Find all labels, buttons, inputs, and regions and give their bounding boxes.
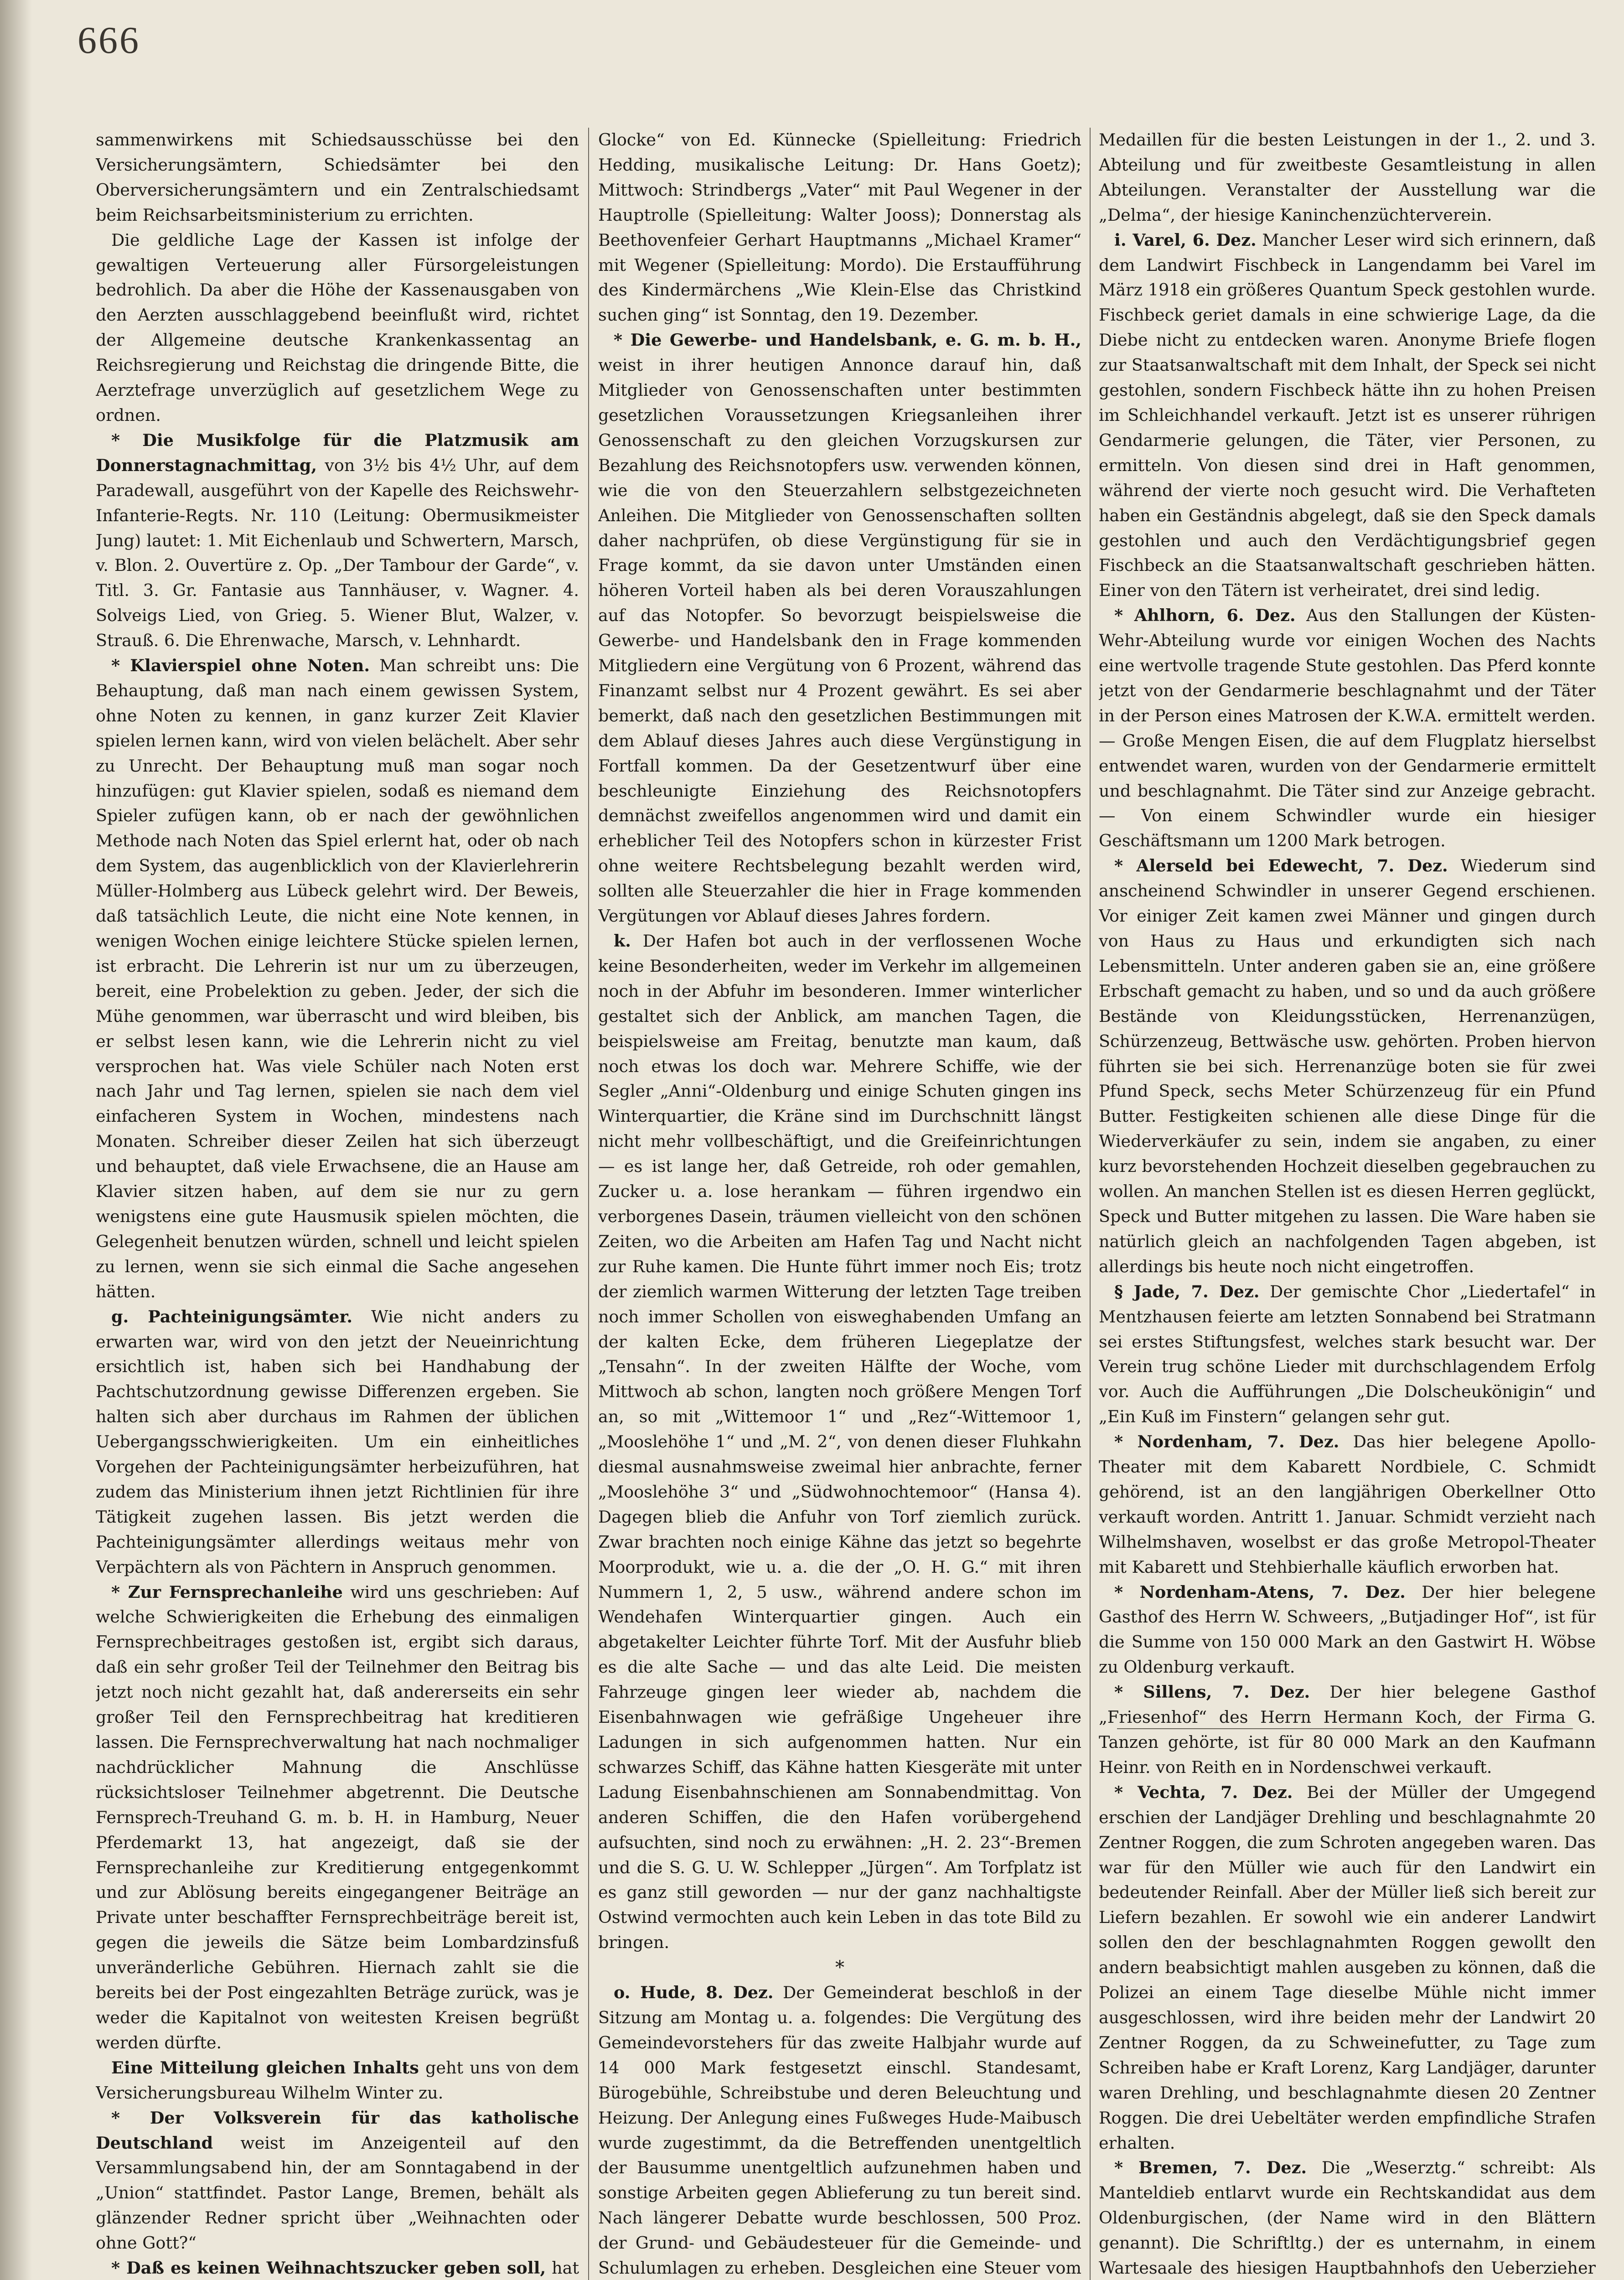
article-paragraph bbox=[96, 1580, 579, 2056]
article-text: von 3½ bis 4½ Uhr, auf dem Paradewall, ausgeführt von der Kapelle des Reichswehr-Infanterie-Regts. Nr. 110 (Leitung: Obermusikmeister Jung) lautet: 1. Mit Eichenlaub und Schwertern, Marsch, v. Blon. 2. Ouvertüre z. Op. „Der Tambour der Garde“, v. Titl. 3. Gr. Fantasie aus Tannhäuser, v. Wagner. 4. Solveigs Lied, von Grieg. 5. Wiener Blut, Walzer, v. Strauß. 6. Die Ehrenwache, Marsch, v. Lehnhardt. bbox=[96, 455, 579, 651]
article-headline: * Bremen, 7. Dez. bbox=[1114, 2158, 1307, 2178]
article-text: weist im Anzeigenteil auf den Versammlungsabend hin, der am Sonntagabend in der „Union“ stattfindet. Pastor Lange, Bremen, behält als glänzender Redner spricht über „Weihnachten oder ohne Gott?“ bbox=[96, 2133, 579, 2253]
article-headline: i. Varel, 6. Dez. bbox=[1114, 230, 1257, 250]
article-text: Das hier belegene Apollo-Theater mit dem Kabarett Nordbiele, C. Schmidt gehörend, ist an den langjährigen Oberkellner Otto verkauft worden. Antritt 1. Januar. Schmidt verzieht nach Wilhelmshaven, woselbst er das große Metropol-Theater mit Kabarett und Stehbierhalle käuflich erworben hat. bbox=[1099, 1432, 1596, 1577]
separator-asterisk: * bbox=[835, 1957, 844, 1979]
article-paragraph bbox=[96, 2056, 579, 2106]
article-text: Der Hafen bot auch in der verflossenen Woche keine Besonderheiten, weder im Verkehr im allgemeinen noch in der Abfuhr im besonderen. Immer winterlicher gestaltet sich der Anblick, am manchen Tagen, die beispielsweise am Freitag, benutzte man kaum, daß noch etwas los doch war. Mehrere Schiffe, wie der Segler „Anni“-Oldenburg und einige Schuten gingen ins Winterquartier, die Kräne sind im Durchschnitt längst nicht mehr vollbeschäftigt, und die Greifeinrichtungen — es ist lange her, daß Getreide, roh oder gemahlen, Zucker u. a. lose herankam — führen irgendwo ein verborgenes Dasein, träumen vielleicht von den schönen Zeiten, wo die Arbeiten am Hafen Tag und Nacht nicht zur Ruhe kamen. Die Hunte führt immer noch Eis; trotz der ziemlich warmen Witterung der letzten Tage treiben noch immer Schollen von eisweghabenden Umfang an der kalten Ecke, dem früheren Liegeplatze der „Tensahn“. In der zweiten Hälfte der Woche, vom Mittwoch ab schon, langten noch größere Mengen Torf an, so mit „Wittemoor 1“ und „Rez“-Wittemoor 1, „Mooslehöhe 1“ und „M. 2“, von denen dieser Fluhkahn diesmal ausnahmsweise zweimal hier anbrachte, ferner „Mooslehöhe 3“ und „Südwohnochtemoor“ (Hansa 4). Dagegen blieb die Anfuhr von Torf ziemlich zurück. Zwar brachten noch einige Kähne das jetzt so begehrte Moorprodukt, wie u. a. die der „O. H. G.“ mit ihren Nummern 1, 2, 5 usw., während andere schon im Wendehafen Winterquartier gingen. Auch ein abgetakelter Leichter führte Torf. Mit der Ausfuhr blieb es die alte Sache — und das alte Leid. Die meisten Fahrzeuge gingen leer wieder ab, nachdem die Eisenbahnwagen wie gefräßige Ungeheuer ihre Ladungen in sich aufgenommen hatten. Nur ein schwarzes Schiff, das Kähne hatten Kiesgeräte mit unter Ladung Eisenbahnschienen am Sonnabendmittag. Von anderen Schiffen, die den Hafen vorübergehend aufsuchten, sind noch zu erwähnen: „H. 2. 23“-Bremen und die S. G. U. W. Schlepper „Jürgen“. Am Torfplatz ist es ganz still geworden — nur der ganz nachhaltigste Ostwind vermochten auch kein Leben in das tote Bild zu bringen. bbox=[598, 931, 1081, 1953]
page-number: 666 bbox=[78, 19, 140, 62]
article-text: Wie nicht anders zu erwarten war, wird von den jetzt der Neueinrichtung ersichtlich ist, haben sich bei Handhabung der Pachtschutzordnung gewisse Differenzen ergeben. Sie halten sich aber durchaus im Rahmen der üblichen Uebergangsschwierigkeiten. Um ein einheitliches Vorgehen der Pachteinigungsämter herbeizuführen, hat zudem das Ministerium ihnen jetzt Richtlinien für ihre Tätigkeit zugehen lassen. Bis jetzt werden die Pachteinigungsämter allerdings weitaus mehr von Verpächtern als von Pächtern in Anspruch genommen. bbox=[96, 1306, 579, 1577]
article-headline: g. Pachteinigungsämter. bbox=[111, 1306, 353, 1327]
column-divider-2 bbox=[1090, 128, 1091, 2280]
article-text: geht uns von dem Versicherungsbureau Wilhelm Winter zu. bbox=[96, 2057, 579, 2103]
article-headline: * Nordenham-Atens, 7. Dez. bbox=[1114, 1582, 1406, 1602]
article-headline: * Klavierspiel ohne Noten. bbox=[111, 656, 370, 676]
article-text: Der hier belegene Gasthof des Herrn W. Schweers, „Butjadinger Hof“, ist für die Summe von 150 000 Mark an den Gastwirt H. Wöbse zu Oldenburg verkauft. bbox=[1099, 1582, 1596, 1677]
article-headline: * Die Musikfolge für die Platzmusik am Donnerstagnachmittag, bbox=[96, 430, 579, 475]
article-text: Man schreibt uns: Die Behauptung, daß man nach einem gewissen System, ohne Noten zu kennen, in ganz kurzer Zeit Klavier spielen lernen kann, wird von vielen belächelt. Aber sehr zu Unrecht. Der Behauptung muß man sogar noch hinzufügen: gut Klavier spielen, sodaß es niemand dem Spieler zufügen kann, ob er nach der gewöhnlichen Methode nach Noten das Spiel erlernt hat, oder ob nach dem System, das augenblicklich von der Klavierlehrerin Müller-Holmberg aus Lübeck gelehrt wird. Der Beweis, daß tatsächlich Leute, die nicht eine Note kennen, in wenigen Wochen einige leichtere Stücke spielen lernen, ist erbracht. Die Lehrerin ist nur um zu überzeugen, bereit, eine Probelektion zu geben. Jeder, der sich die Mühe genommen, war überrascht und wird bleiben, bis er selbst lesen kann, wie die Lehrerin nicht zu viel versprochen hat. Was viele Schüler nach Noten erst nach Jahr und Tag lernen, spielen sie nach dem viel einfacheren System in Wochen, mindestens nach Monaten. Schreiber dieser Zeilen hat sich überzeugt und behauptet, daß viele Erwachsene, die an Hause am Klavier sitzen haben, auf dem sie nur zu gern wenigstens eine gute Hausmusik spielen möchten, die Gelegenheit benutzen würden, schnell und leicht spielen zu lernen, wenn sie sich einmal die Sache angesehen hätten. bbox=[96, 656, 579, 1301]
article-text: Bei der Müller der Umgegend erschien der Landjäger Drehling und beschlagnahmte 20 Zentner Roggen, die zum Schroten angegeben waren. Das war für den Müller wie auch für den Landwirt ein bedeutender Reinfall. Aber der Müller ließ sich bereit zur Liefern bezahlen. Er sowohl wie ein anderer Landwirt sollen den der beschlagnahmten Roggen gewollt den andern beabsichtigt mahlen ausgeben zu können, daß die Polizei an einem Tage dieselbe Mühle nicht immer ausgeschlossen, wird ihre beiden mehr der Landwirt 20 Zentner Roggen, da zu Schweinefutter, zu Tage zum Schreiben habe er Kraft Lorenz, Karg Landjäger, darunter waren Drehling, und beschlagnahmte diesen 20 Zentner Roggen. Die drei Uebeltäter werden empfindliche Strafen erhalten. bbox=[1099, 1782, 1596, 2153]
article-paragraph bbox=[1099, 2156, 1596, 2280]
article-headline: * Die Gewerbe- und Handelsbank, e. G. m. b. H., bbox=[614, 330, 1081, 350]
article-text: Der hier belegene Gasthof „Friesenhof“ des Herrn Hermann Koch, der Firma G. Tanzen gehörte, ist für 80 000 Mark an den Kaufmann Heinr. von Reith en in Nordenschwei verkauft. bbox=[1099, 1682, 1596, 1777]
article-headline: * Sillens, 7. Dez. bbox=[1114, 1682, 1310, 1702]
article-text: Wiederum sind anscheinend Schwindler in unserer Gegend erschienen. Vor einiger Zeit kamen zwei Männer und gingen durch von Haus zu Haus und erkundigten sich nach Lebensmitteln. Unter anderen gaben sie an, eine größere Erbschaft gemacht zu haben, und so und da auch größere Bestände von Kleidungsstücken, Herrenanzügen, Schürzenzeug, Bettwäsche usw. gehörten. Proben hiervon führten sie bei sich. Herrenanzüge boten sie für zwei Pfund Speck, sechs Meter Schürzenzeug für ein Pfund Butter. Festigkeiten schienen alle diese Dinge für die Wiederverkäufer zu sein, indem sie angaben, zu einer kurz bevorstehenden Hochzeit dieselben gegebrauchen zu wollen. An manchen Stellen ist es diesen Herren geglückt, Speck und Butter mitgehen zu lassen. Die Ware haben sie natürlich gleich an nachfolgenden Tagen abgeben, ist allerdings bis heute noch nicht eingetroffen. bbox=[1099, 856, 1596, 1276]
article-paragraph bbox=[1099, 1680, 1596, 1780]
article-paragraph bbox=[96, 2106, 579, 2256]
article-headline: § Jade, 7. Dez. bbox=[1114, 1281, 1260, 1301]
page-edge-shadow bbox=[0, 0, 32, 2280]
article-paragraph bbox=[1099, 1780, 1596, 2156]
article-paragraph bbox=[1099, 128, 1596, 228]
article-text: sammenwirkens mit Schiedsausschüsse bei den Versicherungsämtern, Schiedsämter bei den Oberversicherungsämtern und ein Zentralschiedsamt beim Reichsarbeitsministerium zu errichten. bbox=[96, 130, 579, 225]
article-headline: * Alerseld bei Edewecht, 7. Dez. bbox=[1114, 856, 1448, 876]
article-headline: * Der Volksverein für das katholische Deutschland bbox=[96, 2108, 579, 2153]
article-headline: * Ahlhorn, 6. Dez. bbox=[1114, 606, 1296, 626]
article-paragraph bbox=[598, 328, 1081, 929]
article-paragraph bbox=[598, 128, 1081, 328]
article-headline: Eine Mitteilung gleichen Inhalts bbox=[111, 2057, 419, 2078]
article-text: Glocke“ von Ed. Künnecke (Spielleitung: Friedrich Hedding, musikalische Leitung: Dr. Hans Goetz); Mittwoch: Strindbergs „Vater“ mit Paul Wegener in der Hauptrolle (Spielleitung: Walter Jooss); Donnerstag als Beethovenfeier Gerhart Hauptmanns „Michael Kramer“ mit Wegener (Spielleitung: Mordo). Die Erstaufführung des Kindermärchens „Wie Klein-Else das Christkind suchen ging“ ist Sonntag, den 19. Dezember. bbox=[598, 130, 1081, 325]
article-text: hat bbox=[552, 2258, 579, 2278]
article-paragraph bbox=[96, 128, 579, 228]
section-separator bbox=[598, 1955, 1081, 1980]
article-headline: k. bbox=[614, 931, 631, 951]
article-paragraph bbox=[96, 428, 579, 653]
article-paragraph bbox=[96, 228, 579, 428]
article-paragraph bbox=[96, 653, 579, 1305]
article-text: Mancher Leser wird sich erinnern, daß dem Landwirt Fischbeck in Langendamm bei Varel im März 1918 ein größeres Quantum Speck gestohlen wurde. Fischbeck geriet damals in eine schwierige Lage, da die Diebe nicht zu entdecken waren. Anonyme Briefe flogen zur Staatsanwaltschaft mit dem Inhalt, der Speck sei nicht gestohlen, sondern Fischbeck hätte ihn zu hohen Preisen im Schleichhandel verkauft. Jetzt ist es unserer rührigen Gendarmerie gelungen, die Täter, vier Personen, zu ermitteln. Von diesen sind drei in Haft genommen, während der vierte noch gesucht wird. Die Verhafteten haben ein Geständnis abgelegt, daß sie den Speck damals gestohlen und auch den Verdächtigungsbrief gegen Fischbeck an die Staatsanwaltschaft geschrieben hätten. Einer von den Tätern ist verheiratet, drei sind ledig. bbox=[1099, 230, 1596, 601]
article-text: Die geldliche Lage der Kassen ist infolge der gewaltigen Verteuerung aller Fürsorgeleistungen bedrohlich. Da aber die Höhe der Kassenausgaben von den Aerzten ausschlaggebend beeinflußt wird, richtet der Allgemeine deutsche Krankenkassentag an Reichsregierung und Reichstag die dringende Bitte, die Aerztefrage unverzüglich auf gesetzlichem Wege zu ordnen. bbox=[96, 230, 579, 425]
article-paragraph bbox=[96, 2256, 579, 2280]
column-1 bbox=[96, 128, 579, 2280]
article-paragraph bbox=[1099, 228, 1596, 604]
article-text: Der Gemeinderat beschloß in der Sitzung am Montag u. a. folgendes: Die Vergütung des Gemeindevorstehers für das zweite Halbjahr wurde auf 14 000 Mark festgesetzt einschl. Standesamt, Bürogebühle, Schreibstube und deren Beleuchtung und Heizung. Der Anlegung eines Fußweges Hude-Maibusch wurde zugestimmt, da die Betreffenden unentgeltlich der Bausumme unentgeltlich aufzunehmen haben und sonstige Arbeiten gegen Ablieferung zu tun bereit sind. Nach längerer Debatte wurde beschlossen, 500 Proz. der Grund- und Gebäudesteuer für die Gemeinde- und Schulumlagen zu erheben. Desgleichen eine Steuer vom bbox=[598, 1983, 1081, 2278]
column-3 bbox=[1099, 128, 1596, 2280]
article-headline: * Nordenham, 7. Dez. bbox=[1114, 1432, 1340, 1452]
column-2 bbox=[598, 128, 1081, 2280]
article-text: Der gemischte Chor „Liedertafel“ in Mentzhausen feierte am letzten Sonnabend bei Stratmann sei erstes Stiftungsfest, welches stark besucht war. Der Verein trug schöne Lieder mit durchschlagendem Erfolg vor. Auch die Aufführungen „Die Dolscheukönigin“ und „Ein Kuß im Finstern“ gelangen sehr gut. bbox=[1099, 1281, 1596, 1427]
article-paragraph bbox=[1099, 854, 1596, 1279]
article-paragraph bbox=[96, 1305, 579, 1580]
column-divider-1 bbox=[588, 128, 589, 2280]
article-text: weist in ihrer heutigen Annonce darauf hin, daß Mitglieder von Genossenschaften unter bestimmten gesetzlichen Voraussetzungen Kriegsanleihen ihrer Genossenschaft zu den gleichen Vorzugskursen zur Bezahlung des Reichsnotopfers usw. verwenden können, wie die von den Steuerzahlern selbstgezeichneten Anleihen. Die Mitglieder von Genossenschaften sollten daher nachprüfen, ob diese Vergünstigung für sie in Frage kommt, da sie davon unter Umständen einen höheren Vorteil haben als bei deren Vorauszahlungen auf das Notopfer. So bevorzugt beispielsweise die Gewerbe- und Handelsbank den in Frage kommenden Mitgliedern eine Vergütung von 6 Prozent, während das Finanzamt selbst nur 4 Prozent gewährt. Es sei aber bemerkt, daß nach den gesetzlichen Bestimmungen mit dem Ablauf dieses Jahres auch diese Vergünstigung in Fortfall kommen. Da der Gesetzentwurf über eine beschleunigte Einziehung des Reichsnotopfers demnächst zweifellos angenommen wird und damit ein erheblicher Teil des Notopfers schon in kürzester Frist ohne weitere Rechtsbelegung bezahlt werden wird, sollten alle Steuerzahler die hier in Frage kommenden Vergütungen vor Ablauf dieses Jahres fordern. bbox=[598, 355, 1081, 926]
article-paragraph bbox=[598, 929, 1081, 1955]
article-paragraph bbox=[1099, 1430, 1596, 1580]
article-text: Die „Weserztg.“ schreibt: Als Manteldieb entlarvt wurde ein Rechtskandidat aus dem Oldenburgischen, (der Name wird in den Blättern genannt). Die Schriftltg.) der es unternahm, in einem Wartesaale des hiesigen Hauptbahnhofs den Ueberzieher bbox=[1099, 2158, 1596, 2278]
article-headline: o. Hude, 8. Dez. bbox=[614, 1983, 774, 2003]
article-text: Medaillen für die besten Leistungen in der 1., 2. und 3. Abteilung und für zweitbeste Gesamtleistung in allen Abteilungen. Veranstalter der Ausstellung war die „Delma“, der hiesige Kaninchenzüchterverein. bbox=[1099, 130, 1596, 225]
article-text: wird uns geschrieben: Auf welche Schwierigkeiten die Erhebung des einmaligen Fernsprechbeitrages gestoßen ist, ergibt sich daraus, daß ein sehr großer Teil der Teilnehmer den Beitrag bis jetzt noch nicht gezahlt hat, daß andererseits ein sehr großer Teil den Fernsprechbeitrag hat kreditieren lassen. Die Fernsprechverwaltung hat nach nochmaliger nachdrücklicher Mahnung die Anschlüsse rücksichtsloser Teilnehmer abgetrennt. Die Deutsche Fernsprech-Treuhand G. m. b. H. in Hamburg, Neuer Pferdemarkt 13, hat angezeigt, daß sie der Fernsprechanleihe zur Kreditierung entgegenkommt und zur Ablösung bereits eingegangener Beiträge an Private unter beschaffter Fernsprechbeiträge bereit ist, gegen die jeweils die Sätze beim Lombardzinsfuß unveränderliche Gebühren. Hiernach zahlt sie die bereits bei der Post eingezahlten Beträge zurück, was je weder die Kapitalnot von weitesten Kreisen begrüßt werden dürfte. bbox=[96, 1582, 579, 2052]
article-headline: * Daß es keinen Weihnachtszucker geben soll, bbox=[111, 2258, 546, 2278]
article-headline: * Zur Fernsprechanleihe bbox=[111, 1582, 343, 1602]
article-paragraph bbox=[1099, 1580, 1596, 1680]
article-text: Aus den Stallungen der Küsten-Wehr-Abteilung wurde vor einigen Wochen des Nachts eine wertvolle tragende Stute gestohlen. Das Pferd konnte jetzt von der Gendarmerie beschlagnahmt und der Täter in der Person eines Matrosen der K.W.A. ermittelt werden. — Große Mengen Eisen, die auf dem Flugplatz hierselbst entwendet waren, wurden von der Gendarmerie ermittelt und beschlagnahmt. Die Täter sind zur Anzeige gebracht. — Von einem Schwindler wurde ein hiesiger Geschäftsmann um 1200 Mark betrogen. bbox=[1099, 606, 1596, 851]
article-paragraph bbox=[598, 1980, 1081, 2280]
article-paragraph bbox=[1099, 603, 1596, 854]
article-headline: * Vechta, 7. Dez. bbox=[1114, 1782, 1293, 1802]
article-paragraph bbox=[1099, 1280, 1596, 1430]
